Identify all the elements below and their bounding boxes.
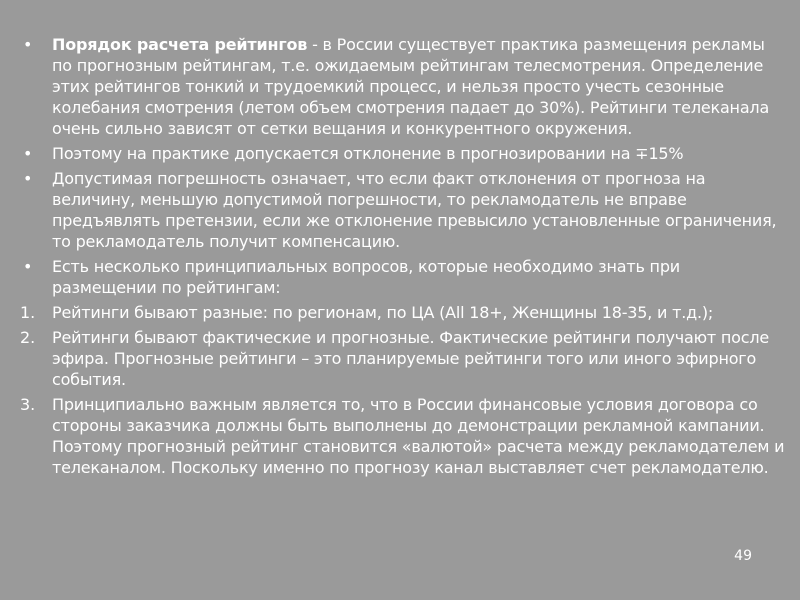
numbered-item-text: Принципиально важным является то, что в России финансовые условия договора со стороны заказчика должны быть выполнены до демонстрации рекламной кампании. Поэтому прогнозный рейтинг становится «валютой» расчета между рекламодателем и телеканалом. Поскольку именно по прогнозу канал выставляет счет рекламодателю. [52, 395, 785, 477]
numbered-item [18, 327, 786, 390]
numbered-item [18, 302, 786, 323]
list-item [18, 168, 786, 252]
bullet-marker: • [23, 257, 33, 276]
list-item [18, 256, 786, 298]
slide-content [18, 34, 786, 482]
bullet-marker: • [23, 35, 33, 54]
list-item [18, 143, 786, 164]
list-item-text: Есть несколько принципиальных вопросов, которые необходимо знать при размещении по рейтингам: [52, 257, 680, 297]
list-item [18, 34, 786, 139]
numbered-item-text: Рейтинги бывают фактические и прогнозные. Фактические рейтинги получают после эфира. Прогнозные рейтинги – это планируемые рейтинги того или иного эфирного события. [52, 328, 769, 389]
number-marker: 2. [20, 328, 36, 347]
list-item-text: Поэтому на практике допускается отклонение в прогнозировании на ∓15% [52, 144, 684, 163]
number-marker: 3. [20, 395, 36, 414]
numbered-item [18, 394, 786, 478]
bold-lead-text: Порядок расчета рейтингов [52, 35, 308, 54]
bullet-marker: • [23, 144, 33, 163]
item-body-text: - в России существует практика размещения рекламы по прогнозным рейтингам, т.е. ожидаемым рейтингам телесмотрения. Определение этих рейтингов тонкий и трудоемкий процесс, и нельзя просто учесть сезонные колебания смотрения (летом объем смотрения падает до 30%). Рейтинги телеканала очень сильно зависят от сетки вещания и конкурентного окружения. [52, 35, 770, 138]
list-item-text: Допустимая погрешность означает, что если факт отклонения от прогноза на величину, меньшую допустимой погрешности, то рекламодатель не вправе предъявлять претензии, если же отклонение превысило установленные ограничения, то рекламодатель получит компенсацию. [52, 169, 777, 251]
page-number: 49 [734, 548, 752, 564]
list-item-text [52, 34, 786, 139]
number-marker: 1. [20, 303, 36, 322]
numbered-item-text: Рейтинги бывают разные: по регионам, по ЦА (All 18+, Женщины 18-35, и т.д.); [52, 303, 714, 322]
bullet-marker: • [23, 169, 33, 188]
